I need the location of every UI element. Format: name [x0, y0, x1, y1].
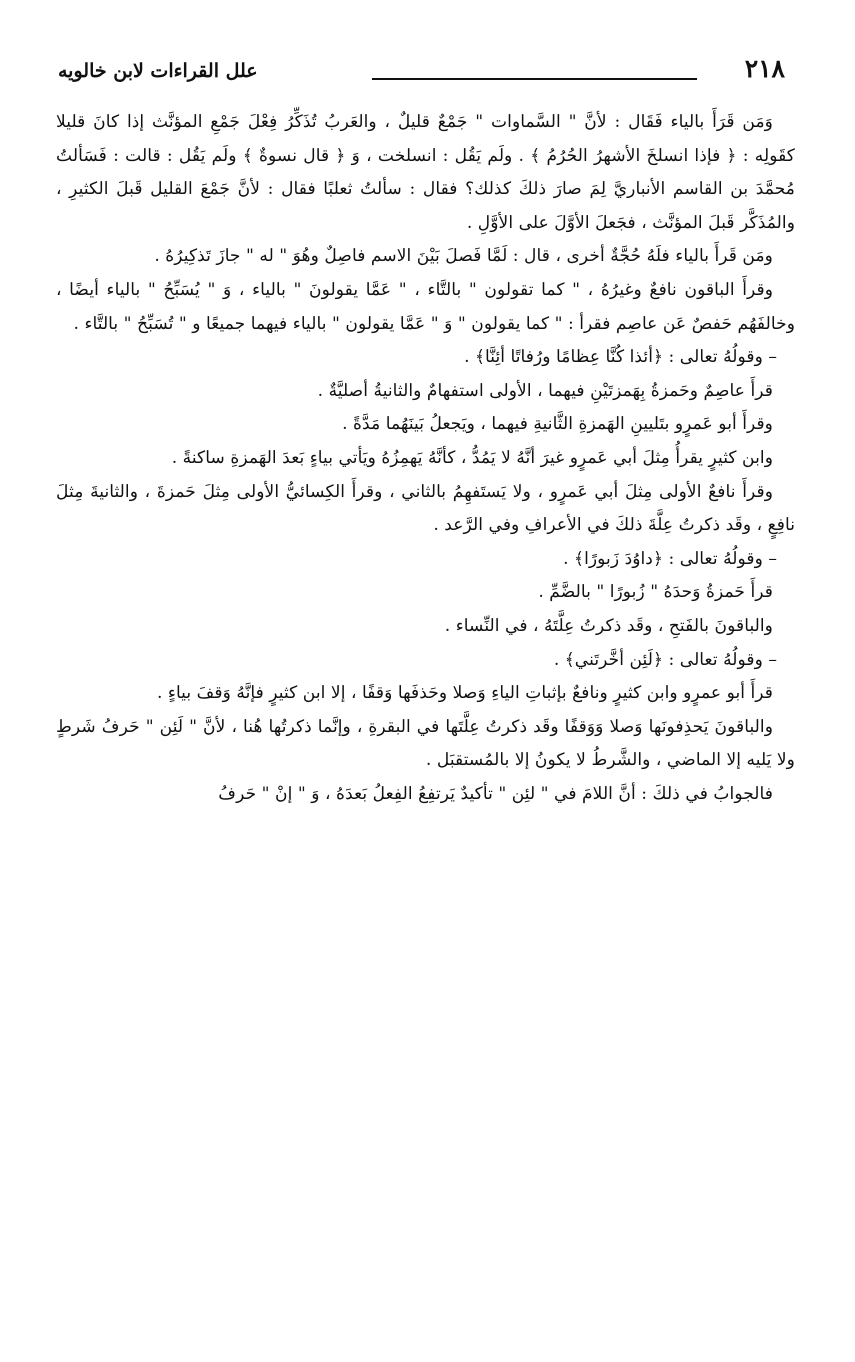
header-rule [372, 78, 697, 80]
paragraph-8: قرأَ حَمزةُ وَحدَهُ " زُبورًا " بالضَّمِّ . [538, 582, 773, 603]
running-title: علل القراءات لابن خالويه [58, 60, 258, 82]
verse-heading-3: – وقولُهُ تعالى : ﴿لَئِن أخَّرتَني﴾ . [553, 649, 777, 670]
paragraph-11: والباقونَ يَحذِفونَها وَصلا وَوَقفًا وقَد ذكرتُ عِلَّتَها في البقرةِ ، وإنَّما ذكرتُها هُنا ، لأنَّ " لَئِن " حَرفُ شَرطٍ ولا يَليه إلا الماضي ، والشَّرطُ لا يكونُ إلا بالمُستقبَل . [56, 716, 795, 771]
page-header [56, 50, 795, 98]
paragraph-4: قرأَ عاصِمٌ وحَمزةُ بِهَمزتَيْنِ فيهما ، الأولى استفهامٌ والثانيةُ أصليَّةٌ . [317, 380, 773, 401]
verse-heading-1: – وقولُهُ تعالى : ﴿أئذا كُنَّا عِظامًا ورُفاتًا أئِنَّا﴾ . [464, 347, 777, 368]
paragraph-1: وَمَن قَرَأَ بالياء فَقَال : لأنَّ " السَّماوات " جَمْعٌ قليلٌ ، والعَربُ تُذَكِّرُ فِعْلَ جَمْعِ المؤنَّث إذا كانَ قليلا كقَولِه : ﴿ فإذا انسلخَ الأشهرُ الحُرُمُ ﴾ . ولَم يَقُل : انسلخت ، وَ ﴿ قال نسوةٌ ﴾ ولَم يَقُل : قالت : فَسَألتُ مُحمَّدَ بن القاسم الأنباريَّ لِمَ صارَ ذلكَ كذلك؟ فقال : سألتُ ثعلبًا فقال : لأنَّ جَمْعَ القليل قَبلَ الكثيرِ ، والمُذَكَّر قَبلَ المؤنَّث ، فجَعلَ الأوَّلَ على الأوَّلِ . [56, 112, 795, 233]
body-text [56, 106, 795, 811]
paragraph-2: ومَن قَرأَ بالياء فلَهُ حُجَّةٌ أخرى ، قال : لَمَّا فَصلَ بَيْنَ الاسم فاصِلٌ وهُوَ " له " جازَ تَذكِيرُهُ . [154, 246, 773, 267]
paragraph-7: وقرأَ نافعٌ الأولى مِثلَ أبي عَمرٍو ، ولا يَستَفهِمُ بالثاني ، وقرأَ الكِسائيُّ الأولى مِثلَ حَمزةَ ، والثانيةَ مِثلَ نافِعٍ ، وقَد ذكرتُ عِلَّةَ ذلكَ في الأعرافِ وفي الرَّعد . [56, 481, 795, 536]
paragraph-9: والباقونَ بالفَتحِ ، وقَد ذكرتُ عِلَّتَهُ ، في النِّساء . [444, 615, 773, 636]
paragraph-12: فالجوابُ في ذلكَ : أنَّ اللامَ في " لئِن " تأكيدٌ يَرتفِعُ الفِعلُ بَعدَهُ ، وَ " إنْ " حَرفُ [218, 783, 773, 804]
verse-heading-2: – وقولُهُ تعالى : ﴿داوُدَ زَبورًا﴾ . [563, 548, 777, 569]
paragraph-3: وقرأَ الباقون نافعٌ وغيرُهُ ، " كما تقولون " بالتَّاء ، " عَمَّا يقولونَ " بالياء ، وَ " يُسَبِّحُ " بالياء أيضًا ، وخالفَهُم حَفصٌ عَن عاصِم فقرأ : " كما يقولون " وَ " عَمَّا يقولون " بالياء فيهما جميعًا و " تُسَبِّحُ " بالتَّاء . [56, 279, 795, 334]
paragraph-6: وابن كثيرٍ يقرأُ مِثلَ أبي عَمرٍو غيرَ أنَّهُ لا يَمُدُّ ، كأنَّهُ يَهمِزُهُ ويَأتي بياءٍ بَعدَ الهَمزةِ ساكنةً . [171, 447, 773, 468]
paragraph-10: قرأَ أبو عمرٍو وابن كثيرٍ ونافعٌ بإثباتِ الياءِ وَصلا وحَذفَها وَقفًا ، إلا ابن كثيرٍ فإنَّهُ وَقفَ بياءٍ . [156, 683, 773, 704]
paragraph-5: وقرأَ أبو عَمرٍو بتَليينِ الهَمزةِ الثَّانيةِ فيهما ، ويَجعلُ بَينَهُما مَدَّةً . [342, 414, 773, 435]
page-number: ٢١٨ [744, 54, 785, 83]
